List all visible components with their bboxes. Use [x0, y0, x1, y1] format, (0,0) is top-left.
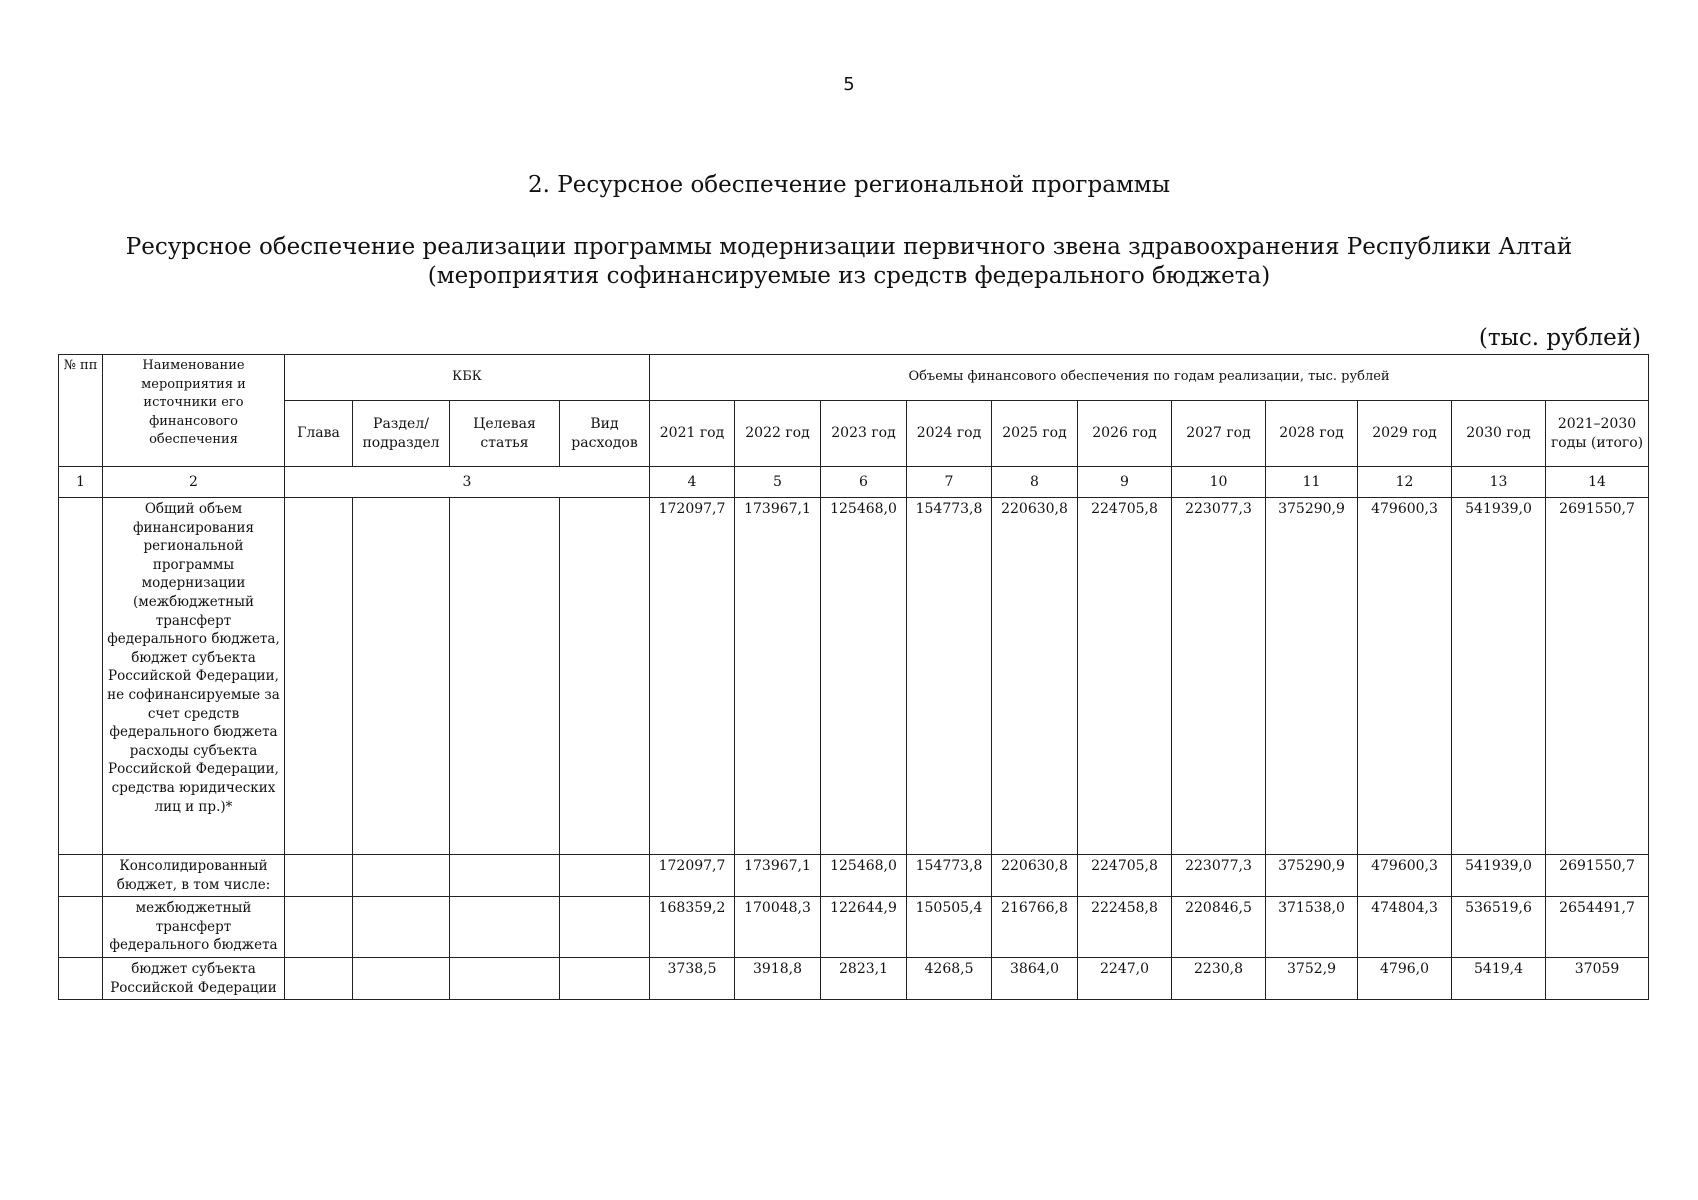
cell-value: 125468,0: [821, 498, 907, 855]
header-year: 2021 год: [650, 401, 735, 467]
cell-value: 220630,8: [992, 498, 1078, 855]
header-volumes: Объемы финансового обеспечения по годам реализации, тыс. рублей: [650, 355, 1649, 401]
table-row: [59, 855, 1649, 897]
cell-vid: [560, 498, 650, 855]
cell-value: 150505,4: [907, 897, 992, 958]
cell-value-total: 2691550,7: [1546, 498, 1649, 855]
budget-table: [58, 354, 1649, 1000]
column-index: 6: [821, 467, 907, 498]
cell-value: 474804,3: [1358, 897, 1452, 958]
cell-name: межбюджетный трансферт федерального бюджета: [103, 897, 285, 958]
column-index: 2: [103, 467, 285, 498]
column-index: 13: [1452, 467, 1546, 498]
cell-razdel: [353, 498, 450, 855]
column-index: 7: [907, 467, 992, 498]
cell-tselevaya: [450, 498, 560, 855]
cell-value: 172097,7: [650, 855, 735, 897]
cell-value: 375290,9: [1266, 498, 1358, 855]
column-index: 11: [1266, 467, 1358, 498]
column-index: 4: [650, 467, 735, 498]
section-title: 2. Ресурсное обеспечение региональной программы: [527, 172, 1170, 198]
header-kbk: КБК: [285, 355, 650, 401]
header-year: 2027 год: [1172, 401, 1266, 467]
header-row-2: [59, 401, 1649, 467]
header-row-1: [59, 355, 1649, 401]
cell-tselevaya: [450, 957, 560, 999]
cell-num: [59, 957, 103, 999]
cell-tselevaya: [450, 897, 560, 958]
cell-glava: [285, 897, 353, 958]
cell-name: Общий объем финансирования региональной программы модернизации (межбюджетный трансферт федерального бюджета, бюджет субъекта Российской Федерации, не софинансируемые за счет средств федерального бюджета расходы субъекта Российской Федерации, средства юридических лиц и пр.)*: [103, 498, 285, 855]
column-index: 8: [992, 467, 1078, 498]
header-year: 2023 год: [821, 401, 907, 467]
cell-razdel: [353, 957, 450, 999]
header-year: 2025 год: [992, 401, 1078, 467]
page-number: 5: [843, 74, 855, 95]
cell-num: [59, 498, 103, 855]
column-index: 9: [1078, 467, 1172, 498]
cell-glava: [285, 957, 353, 999]
cell-value: 2230,8: [1172, 957, 1266, 999]
cell-value: 536519,6: [1452, 897, 1546, 958]
cell-value: 224705,8: [1078, 855, 1172, 897]
header-year: 2026 год: [1078, 401, 1172, 467]
cell-value: 3752,9: [1266, 957, 1358, 999]
cell-value: 4796,0: [1358, 957, 1452, 999]
cell-vid: [560, 897, 650, 958]
cell-glava: [285, 498, 353, 855]
column-index: 1: [59, 467, 103, 498]
cell-tselevaya: [450, 855, 560, 897]
column-index: 12: [1358, 467, 1452, 498]
cell-value: 2247,0: [1078, 957, 1172, 999]
cell-value: 173967,1: [735, 855, 821, 897]
cell-value: 154773,8: [907, 855, 992, 897]
cell-value: 223077,3: [1172, 498, 1266, 855]
header-year: 2028 год: [1266, 401, 1358, 467]
cell-value: 154773,8: [907, 498, 992, 855]
cell-value: 222458,8: [1078, 897, 1172, 958]
cell-value: 3918,8: [735, 957, 821, 999]
cell-value: 4268,5: [907, 957, 992, 999]
cell-value: 541939,0: [1452, 498, 1546, 855]
header-glava: Глава: [285, 401, 353, 467]
document-title: Ресурсное обеспечение реализации программы модернизации первичного звена здравоохранения Республики Алтай (мероприятия софинансируемые из средств федерального бюджета): [125, 234, 1573, 289]
header-tselevaya: Целевая статья: [450, 401, 560, 467]
cell-value: 220630,8: [992, 855, 1078, 897]
cell-value: 220846,5: [1172, 897, 1266, 958]
cell-glava: [285, 855, 353, 897]
cell-value: 3738,5: [650, 957, 735, 999]
cell-vid: [560, 957, 650, 999]
header-year: 2022 год: [735, 401, 821, 467]
cell-value-total: 37059: [1546, 957, 1649, 999]
cell-num: [59, 855, 103, 897]
cell-value: 170048,3: [735, 897, 821, 958]
cell-value: 224705,8: [1078, 498, 1172, 855]
units-label: (тыс. рублей): [1478, 325, 1641, 351]
table-row: [59, 957, 1649, 999]
cell-value: 216766,8: [992, 897, 1078, 958]
header-razdel: Раздел/ подраздел: [353, 401, 450, 467]
table-row: [59, 897, 1649, 958]
cell-value: 223077,3: [1172, 855, 1266, 897]
cell-num: [59, 897, 103, 958]
cell-value: 371538,0: [1266, 897, 1358, 958]
column-index-row: [59, 467, 1649, 498]
cell-razdel: [353, 855, 450, 897]
header-year-total: 2021–2030 годы (итого): [1546, 401, 1649, 467]
cell-value: 122644,9: [821, 897, 907, 958]
cell-value: 172097,7: [650, 498, 735, 855]
cell-name: бюджет субъекта Российской Федерации: [103, 957, 285, 999]
cell-value: 479600,3: [1358, 498, 1452, 855]
cell-value: 479600,3: [1358, 855, 1452, 897]
table-row: [59, 498, 1649, 855]
header-year: 2030 год: [1452, 401, 1546, 467]
cell-value: 173967,1: [735, 498, 821, 855]
column-index: 5: [735, 467, 821, 498]
cell-name: Консолидированный бюджет, в том числе:: [103, 855, 285, 897]
cell-value: 125468,0: [821, 855, 907, 897]
header-year: 2024 год: [907, 401, 992, 467]
cell-vid: [560, 855, 650, 897]
cell-value: 2823,1: [821, 957, 907, 999]
column-index: 10: [1172, 467, 1266, 498]
column-index: 3: [285, 467, 650, 498]
header-year: 2029 год: [1358, 401, 1452, 467]
cell-value: 375290,9: [1266, 855, 1358, 897]
cell-value-total: 2691550,7: [1546, 855, 1649, 897]
cell-value: 5419,4: [1452, 957, 1546, 999]
cell-value-total: 2654491,7: [1546, 897, 1649, 958]
cell-value: 168359,2: [650, 897, 735, 958]
header-name: Наименование мероприятия и источники его финансового обеспечения: [103, 355, 285, 467]
cell-value: 3864,0: [992, 957, 1078, 999]
cell-razdel: [353, 897, 450, 958]
cell-value: 541939,0: [1452, 855, 1546, 897]
header-num: № пп: [59, 355, 103, 467]
column-index: 14: [1546, 467, 1649, 498]
header-vid: Вид расходов: [560, 401, 650, 467]
